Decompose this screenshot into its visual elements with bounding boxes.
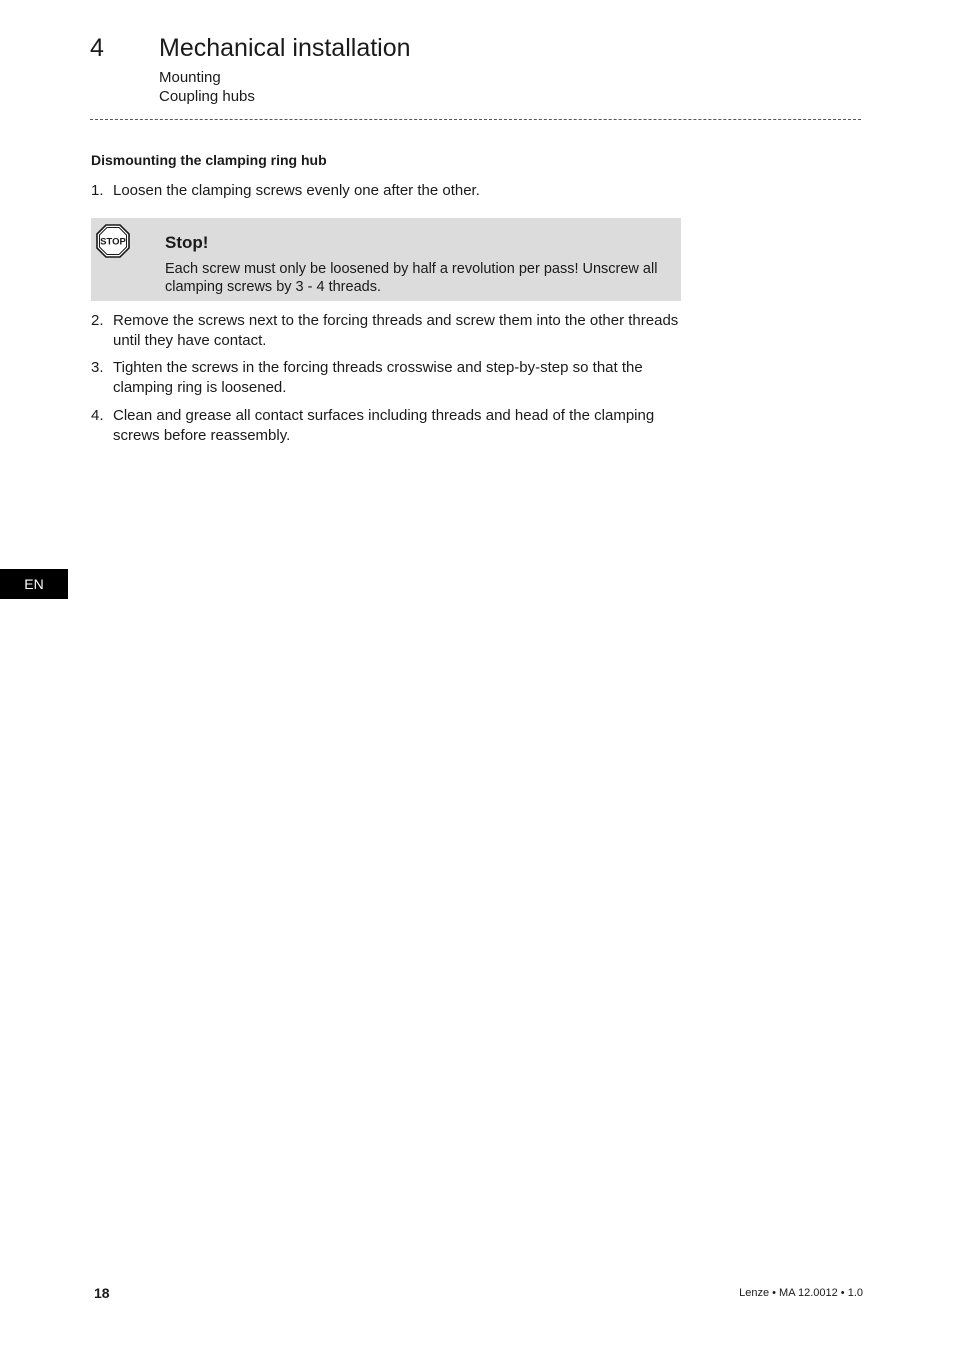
page-number: 18 (94, 1285, 110, 1301)
step-item (91, 181, 691, 201)
subheading-coupling-hubs: Coupling hubs (159, 88, 255, 105)
step-item (91, 358, 691, 397)
step-number: 4. (91, 407, 104, 424)
step-text: Remove the screws next to the forcing threads and screw them into the other threads until they have contact. (113, 312, 679, 349)
step-number: 2. (91, 312, 104, 329)
stop-sign-icon (96, 224, 130, 258)
stop-text: Each screw must only be loosened by half a revolution per pass! Unscrew all clamping screws by 3 - 4 threads. (165, 261, 658, 295)
step-text: Loosen the clamping screws evenly one after the other. (113, 182, 480, 199)
step-item (91, 406, 691, 445)
chapter-number: 4 (90, 34, 104, 62)
step-number: 3. (91, 359, 104, 376)
subheading-mounting: Mounting (159, 69, 221, 86)
stop-notice (91, 218, 681, 301)
document-reference: Lenze • MA 12.0012 • 1.0 (739, 1287, 863, 1299)
step-text: Tighten the screws in the forcing threads crosswise and step-by-step so that the clamping ring is loosened. (113, 359, 643, 396)
step-number: 1. (91, 182, 104, 199)
language-tab: EN (0, 569, 68, 599)
step-text: Clean and grease all contact surfaces including threads and head of the clamping screws before reassembly. (113, 407, 655, 444)
section-heading: Dismounting the clamping ring hub (91, 152, 327, 168)
chapter-title: Mechanical installation (159, 34, 411, 62)
stop-title: Stop! (165, 233, 209, 252)
stop-sign-label: STOP (100, 236, 126, 248)
header-divider (90, 119, 861, 120)
step-item (91, 311, 691, 350)
